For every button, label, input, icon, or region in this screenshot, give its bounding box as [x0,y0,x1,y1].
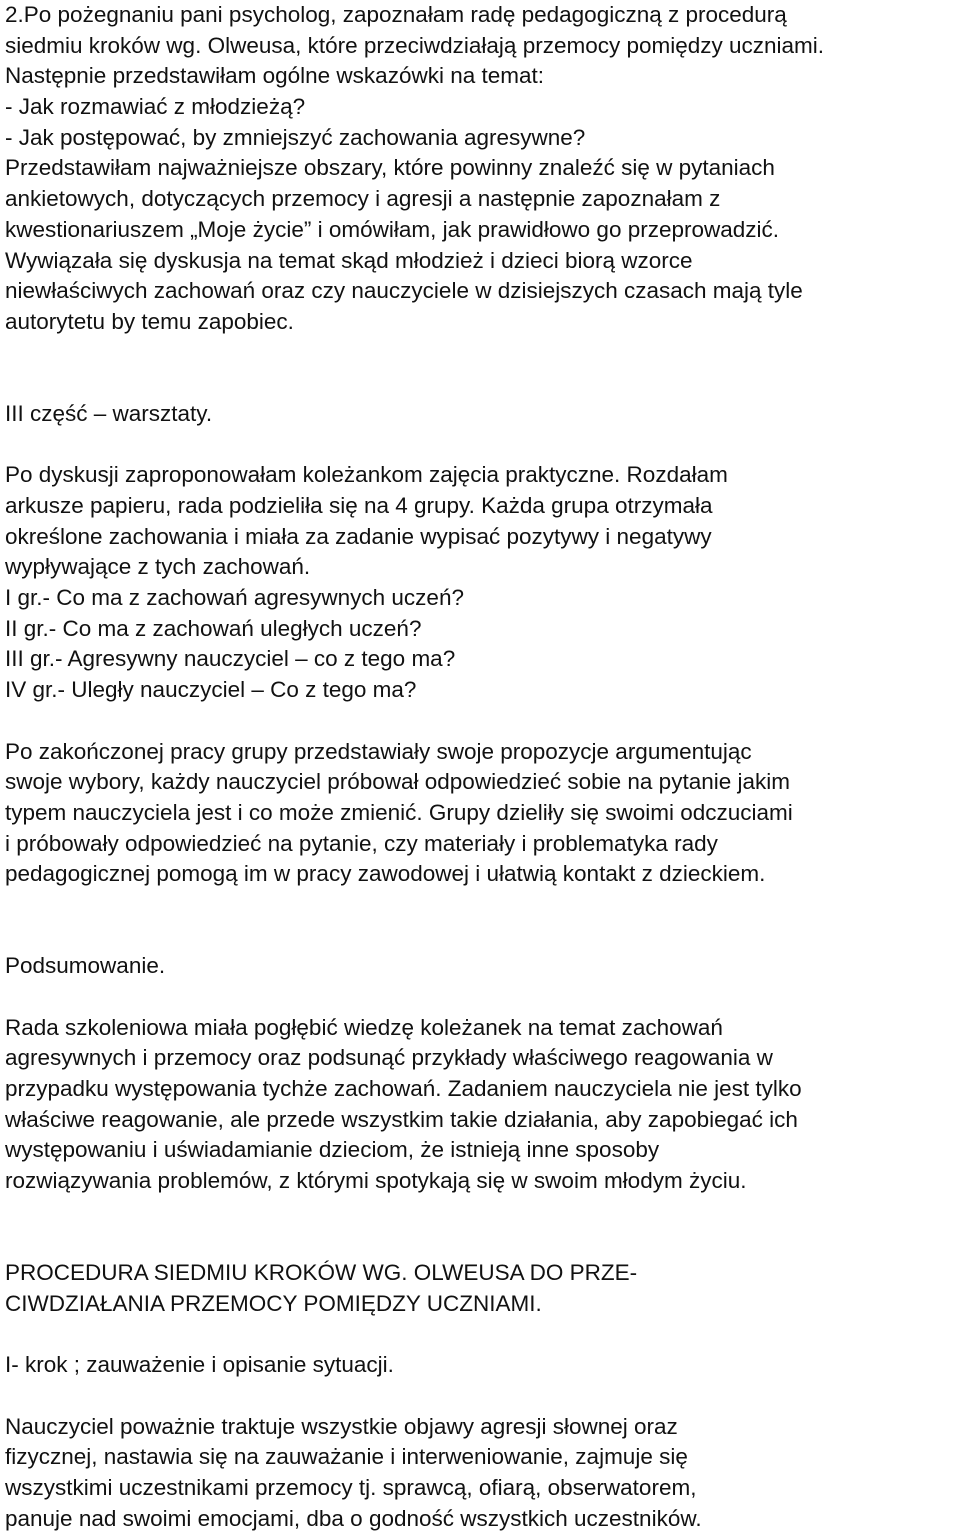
document-page [5,0,955,1534]
procedure-heading [5,1258,955,1319]
text-line: siedmiu kroków wg. Olweusa, które przeciwdziałają przemocy pomiędzy uczniami. [5,32,825,58]
text-line: arkusze papieru, rada podzieliła się na 4 grupy. Każda grupa otrzymała [5,493,713,518]
text-line: Po zakończonej pracy grupy przedstawiały swoje propozycje argumentując [5,738,752,764]
text-line: PROCEDURA SIEDMIU KROKÓW WG. OLWEUSA DO PRZE- [5,1260,638,1286]
text-line: i próbowały odpowiedzieć na pytanie, czy materiały i problematyka rady [5,830,718,856]
text-line: Rada szkoleniowa miała pogłębić wiedzę koleżanek na temat zachowań [5,1014,723,1040]
summary-section [5,1013,955,1197]
text-line: typem nauczyciela jest i co może zmienić. Grupy dzieliły się swoimi odczuciami [5,799,793,825]
text-line: Po dyskusji zaproponowałam koleżankom zajęcia praktyczne. Rozdałam [5,462,728,488]
text-line: wszystkimi uczestnikami przemocy tj. sprawcą, ofiarą, obserwatorem, [5,1475,697,1500]
part3-heading: III część – warsztaty. [5,400,213,426]
text-line: określone zachowania i miała za zadanie wypisać pozytywy i negatywy [5,523,712,549]
text-line: Następnie przedstawiłam ogólne wskazówki na temat: [5,63,545,89]
text-line: panuje nad swoimi emocjami, dba o godność wszystkich uczestników. [5,1505,702,1531]
group-item: IV gr.- Uległy nauczyciel – Co z tego ma? [5,677,417,703]
text-line: agresywnych i przemocy oraz podsunąć przykłady właściwego reagowania w [5,1045,773,1071]
step1-section [5,1412,955,1534]
group-item: II gr.- Co ma z zachowań uległych uczeń? [5,615,422,641]
step1-heading: I- krok ; zauważenie i opisanie sytuacji. [5,1352,394,1378]
text-line: właściwe reagowanie, ale przede wszystkim takie działania, aby zapobiegać ich [5,1106,798,1132]
text-line: - Jak rozmawiać z młodzieżą? [5,94,306,120]
text-line: swoje wybory, każdy nauczyciel próbował odpowiedzieć sobie na pytanie jakim [5,769,790,795]
text-line: CIWDZIAŁANIA PRZEMOCY POMIĘDZY UCZNIAMI. [5,1290,542,1316]
text-line: Przedstawiłam najważniejsze obszary, które powinny znaleźć się w pytaniach [5,155,775,181]
group-item: III gr.- Agresywny nauczyciel – co z tego ma? [5,646,456,672]
text-line: przypadku występowania tychże zachowań. Zadaniem nauczyciela nie jest tylko [5,1076,802,1102]
text-line: wypływające z tych zachowań. [5,554,311,580]
text-line: pedagogicznej pomogą im w pracy zawodowej i ułatwią kontakt z dzieckiem. [5,861,766,887]
workshop-section [5,460,955,706]
summary-heading: Podsumowanie. [5,953,166,979]
text-line: kwestionariuszem „Moje życie” i omówiłam, jak prawidłowo go przeprowadzić. [5,216,780,242]
after-work-section [5,737,955,890]
text-line: Nauczyciel poważnie traktuje wszystkie objawy agresji słownej oraz [5,1413,678,1439]
text-line: niewłaściwych zachowań oraz czy nauczyciele w dzisiejszych czasach mają tyle [5,278,803,304]
text-line: fizycznej, nastawia się na zauważanie i interweniowanie, zajmuje się [5,1444,688,1470]
text-line: Wywiązała się dyskusja na temat skąd młodzież i dzieci biorą wzorce [5,247,693,273]
text-line: rozwiązywania problemów, z którymi spotykają się w swoim młodym życiu. [5,1168,747,1194]
text-line: - Jak postępować, by zmniejszyć zachowania agresywne? [5,124,586,150]
group-item: I gr.- Co ma z zachowań agresywnych uczeń? [5,585,464,611]
section-intro [5,0,955,338]
text-line: ankietowych, dotyczących przemocy i agresji a następnie zapoznałam z [5,186,721,212]
text-line: autorytetu by temu zapobiec. [5,308,294,334]
text-line: 2.Po pożegnaniu pani psycholog, zapoznałam radę pedagogiczną z procedurą [5,2,787,27]
text-line: występowaniu i uświadamianie dzieciom, że istnieją inne sposoby [5,1137,660,1163]
